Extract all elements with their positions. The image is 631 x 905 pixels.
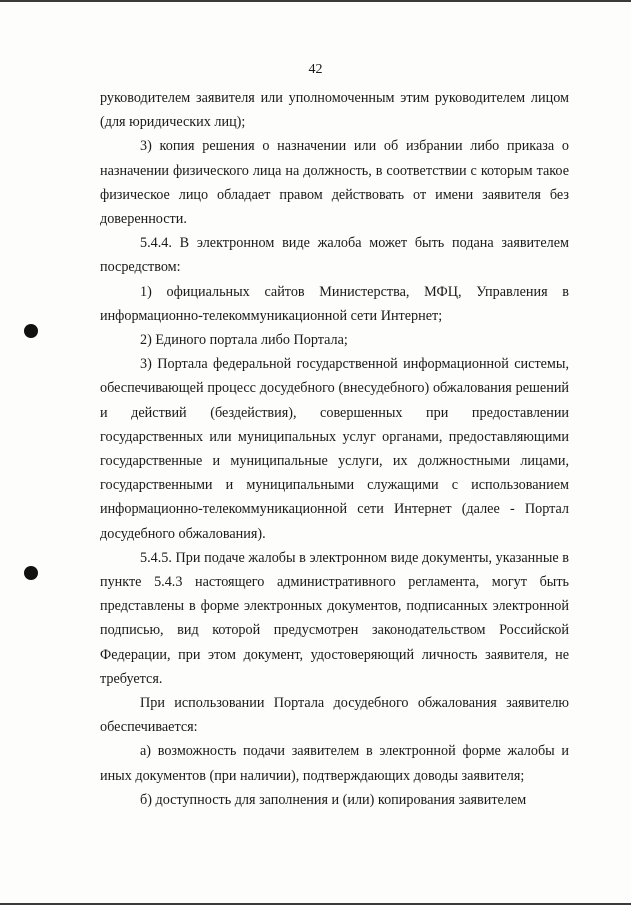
paragraph-item-b: б) доступность для заполнения и (или) копирования заявителем bbox=[140, 791, 527, 808]
paragraph-item-a: а) возможность подачи заявителем в электронной форме жалобы и иных документов (при наличии), подтверждающих доводы заявителя; bbox=[100, 743, 569, 784]
paragraph-5-4-4: 5.4.4. В электронном виде жалоба может быть подана заявителем посредством: bbox=[100, 235, 569, 276]
paragraph-item-2-unified-portal: 2) Единого портала либо Портала; bbox=[140, 332, 348, 349]
paragraph-item-3-federal-portal: 3) Портала федеральной государственной информационной системы, обеспечивающей процесс досудебного (внесудебного) обжалования решений и действий (бездействия), совершенных при предоставлении государственных или муниципальных услуг органами, предоставляющими государственные и муниципальные услуги, их должностными лицами, государственными и муниципальными служащими с использованием информационно-телекоммуникационной сети Интернет (далее - Портал досудебного обжалования). bbox=[100, 356, 569, 542]
paragraph-5-4-5: 5.4.5. При подаче жалобы в электронном виде документы, указанные в пункте 5.4.3 настоящего административного регламента, могут быть представлены в форме электронных документов, подписанных электронной подписью, вид которой предусмотрен законодательством Российской Федерации, при этом документ, удостоверяющий личность заявителя, не требуется. bbox=[100, 549, 569, 687]
document-body bbox=[100, 86, 569, 812]
paragraph-continuation: руководителем заявителя или уполномоченным этим руководителем лицом (для юридических лиц); bbox=[100, 90, 569, 131]
paragraph-portal-usage: При использовании Портала досудебного обжалования заявителю обеспечивается: bbox=[100, 695, 569, 736]
punch-hole-mark bbox=[24, 324, 38, 338]
paragraph-item-1-official-sites: 1) официальных сайтов Министерства, МФЦ, Управления в информационно-телекоммуникационной сети Интернет; bbox=[100, 283, 569, 324]
punch-hole-mark bbox=[24, 566, 38, 580]
page-number: 42 bbox=[308, 62, 323, 77]
paragraph-item-3-copy-decision: 3) копия решения о назначении или об избрании либо приказа о назначении физического лица на должность, в соответствии с которым такое физическое лицо обладает правом действовать от имени заявителя без доверенности. bbox=[100, 138, 569, 228]
scan-top-edge bbox=[0, 0, 631, 2]
